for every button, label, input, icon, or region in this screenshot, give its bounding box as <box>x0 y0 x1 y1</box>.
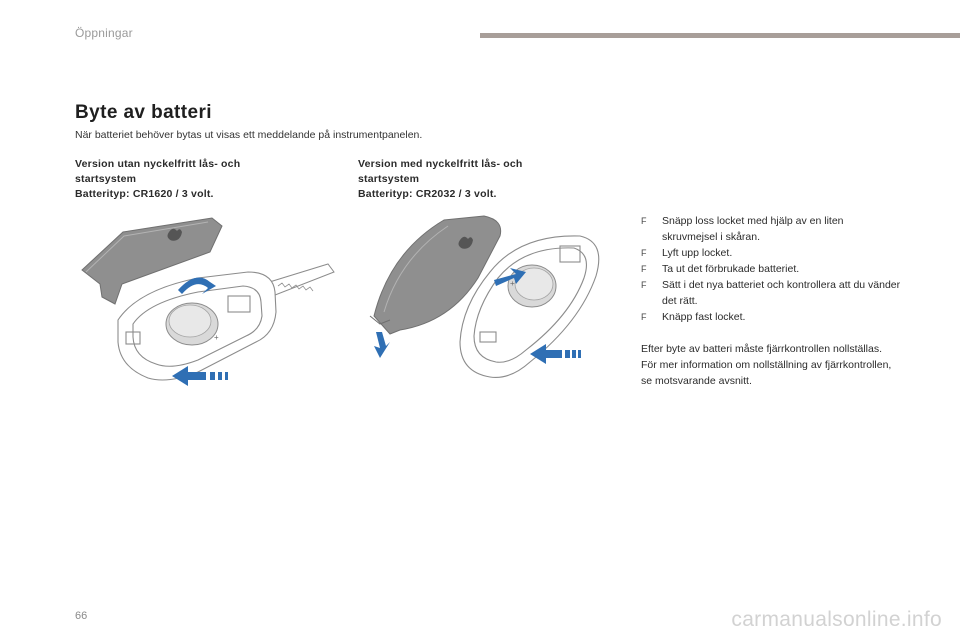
section-label: Öppningar <box>75 26 133 40</box>
intro-text: När batteriet behöver bytas ut visas ett meddelande på instrumentpanelen. <box>75 129 423 141</box>
instruction-steps <box>641 213 901 325</box>
bullet-icon: F <box>641 280 647 290</box>
header-bar <box>480 33 960 38</box>
after-note <box>641 341 901 389</box>
bullet-icon: F <box>641 216 647 226</box>
step-text: Sätt i det nya batteriet och kontrollera att du vänder det rätt. <box>662 279 901 307</box>
step-item <box>641 245 901 261</box>
battery-type: Batterityp: CR2032 / 3 volt. <box>358 188 497 200</box>
step-text: Ta ut det förbrukade batteriet. <box>662 263 800 275</box>
version-heading-line: Version utan nyckelfritt lås- och <box>75 158 241 170</box>
pry-arrow-icon <box>374 332 390 358</box>
bullet-icon: F <box>641 312 647 322</box>
key-battery-illustration-cr1620 <box>78 212 343 392</box>
version-heading-keyless-off <box>75 157 315 202</box>
version-heading-line: startsystem <box>75 173 137 185</box>
step-item <box>641 213 901 245</box>
step-text: Knäpp fast locket. <box>662 311 746 323</box>
bullet-icon: F <box>641 264 647 274</box>
after-note-line: För mer information om nollställning av fjärrkontrollen, se motsvarande avsnitt. <box>641 359 892 387</box>
step-text: Lyft upp locket. <box>662 247 733 259</box>
page-title: Byte av batteri <box>75 102 212 123</box>
step-item <box>641 261 901 277</box>
page-number: 66 <box>75 610 88 622</box>
version-heading-line: Version med nyckelfritt lås- och <box>358 158 523 170</box>
version-heading-line: startsystem <box>358 173 420 185</box>
key-battery-illustration-cr2032 <box>360 212 605 397</box>
svg-text:+: + <box>214 333 219 342</box>
battery-type: Batterityp: CR1620 / 3 volt. <box>75 188 214 200</box>
version-heading-keyless-on <box>358 157 598 202</box>
step-text: Snäpp loss locket med hjälp av en liten skruvmejsel i skåran. <box>662 215 844 243</box>
after-note-line: Efter byte av batteri måste fjärrkontrollen nollställas. <box>641 343 883 355</box>
step-item <box>641 309 901 325</box>
step-item <box>641 277 901 309</box>
bullet-icon: F <box>641 248 647 258</box>
svg-text:+: + <box>510 279 515 288</box>
watermark: carmanualsonline.info <box>731 608 942 631</box>
battery-icon <box>166 303 219 345</box>
